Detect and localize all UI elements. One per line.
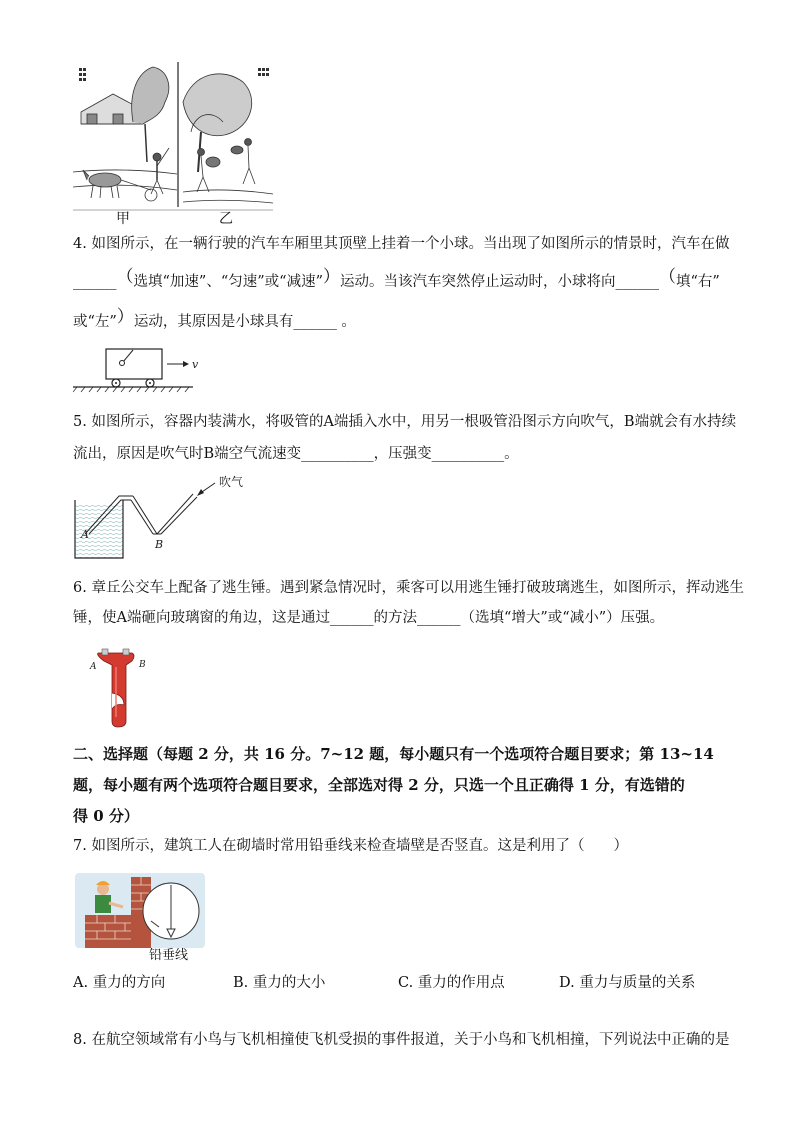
plumb-line-label: 铅垂线 bbox=[149, 948, 189, 963]
ancient-illustration-figure bbox=[73, 62, 273, 222]
hammer-label-a: A bbox=[90, 662, 97, 672]
q7-stem: 7. 如图所示，建筑工人在砌墙时常用铅垂线来检查墙壁是否竖直。这是利用了（ ） bbox=[73, 838, 628, 854]
q5-line-2: 流出，原因是吹气时B端空气流速变__________，压强变__________。 bbox=[73, 446, 519, 462]
section-2-heading-line-2: 题，每小题有两个选项符合题目要求，全部选对得 2 分，只选一个且正确得 1 分，有选错的 bbox=[73, 776, 685, 794]
q7-option-d[interactable]: D. 重力与质量的关系 bbox=[559, 975, 696, 991]
q4-line-3 bbox=[73, 307, 356, 332]
q8-stem: 8. 在航空领域常有小鸟与飞机相撞使飞机受损的事件报道，关于小鸟和飞机相撞，下列说法中正确的是 bbox=[73, 1032, 730, 1048]
q4-paren-open-2: （ bbox=[658, 267, 676, 287]
hammer-label-b: B bbox=[139, 660, 146, 670]
q6-line-2: 锤，使A端砸向玻璃窗的角边，这是通过______的方法______（选填“增大”或“减小”）压强。 bbox=[73, 610, 665, 626]
q4-line-3-head: 或“左” bbox=[73, 314, 117, 330]
figure-label-jia: 甲 bbox=[116, 211, 130, 227]
q4-line-2 bbox=[73, 267, 720, 292]
q4-paren-close: ） bbox=[322, 267, 340, 287]
q6-line-1: 6. 章丘公交车上配备了逃生锤。遇到紧急情况时，乘客可以用逃生锤打破玻璃逃生，如图所示，挥动逃生 bbox=[73, 580, 744, 596]
q4-line-3-rest: 运动，其原因是小球具有______ 。 bbox=[133, 314, 356, 330]
q7-option-c[interactable]: C. 重力的作用点 bbox=[398, 975, 505, 991]
figure-label-yi: 乙 bbox=[219, 211, 233, 227]
q4-hint: 选填“加速”、“匀速”或“减速” bbox=[133, 274, 323, 290]
q4-blank-1: ______ bbox=[73, 274, 117, 290]
section-2-heading-line-3: 得 0 分） bbox=[73, 807, 139, 825]
blow-label: 吹气 bbox=[219, 475, 244, 489]
q4-line-1: 4. 如图所示，在一辆行驶的汽车车厢里其顶壁上挂着一个小球。当出现了如图所示的情景时，汽车在做 bbox=[73, 236, 730, 252]
q4-paren-close-2: ） bbox=[116, 307, 134, 327]
q4-line-2-rest: 运动。当该汽车突然停止运动时，小球将向______ bbox=[339, 274, 659, 290]
straw-label-a: A bbox=[81, 528, 89, 541]
velocity-label: v bbox=[192, 358, 199, 371]
q7-option-a[interactable]: A. 重力的方向 bbox=[73, 975, 166, 991]
straw-container-figure bbox=[73, 472, 253, 564]
escape-hammer-figure bbox=[88, 643, 150, 731]
q5-line-1: 5. 如图所示，容器内装满水，将吸管的A端插入水中，用另一根吸管沿图示方向吹气，B端就会有水持续 bbox=[73, 414, 737, 430]
q4-line-2-tail: 填“右” bbox=[675, 274, 720, 290]
q4-paren-open: （ bbox=[116, 267, 134, 287]
straw-label-b: B bbox=[155, 538, 164, 551]
section-2-heading-line-1: 二、选择题（每题 2 分，共 16 分。7~12 题，每小题只有一个选项符合题目要求；第 13~14 bbox=[73, 745, 714, 763]
car-pendulum-figure bbox=[73, 345, 208, 393]
q7-option-b[interactable]: B. 重力的大小 bbox=[233, 975, 326, 991]
